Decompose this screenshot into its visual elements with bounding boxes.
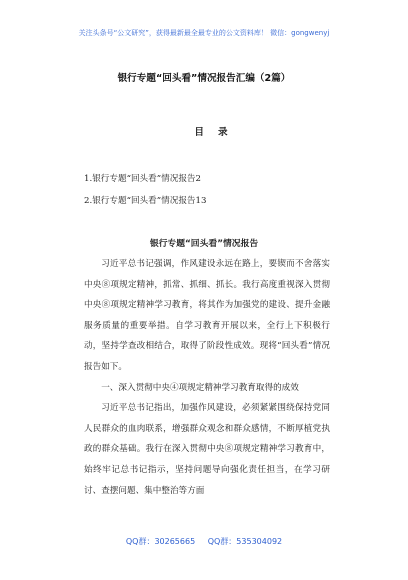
body-text [84,254,330,501]
footer-qq-group-2: QQ群：535304092 [207,537,283,546]
body-subheading: 一、深入贯彻中央④项规定精神学习教育取得的成效 [101,382,299,393]
header-promo-note: 关注头条号“公文研究”，获得最新最全最专业的公文资料库！ 微信：gongwenyj [78,29,330,37]
document-title: 银行专题“回头看”情况报告汇编（2篇） [117,73,291,84]
body-paragraph: 习近平总书记强调，作风建设永远在路上，要锲而不舍落实中央⑧项规定精神，抓常、抓细、抓长。我行高度重视深入贯彻中央⑧项规定精神学习教育，将其作为加强党的建设、提升金融服务质量的重要举措。自学习教育开展以来，全行上下积极行动，坚持学查改相结合，取得了阶段性成效。现将“回头看”情况报告如下。 [84,259,330,372]
footer-contact [0,536,408,547]
toc-item-1[interactable]: 1.银行专题“回头看”情况报告2 [84,174,201,184]
toc-item-2[interactable]: 2.银行专题“回头看”情况报告13 [84,196,207,206]
body-paragraph: 习近平总书记指出，加强作风建设，必须紧紧围绕保持党同人民群众的血肉联系，增强群众观念和群众感情，不断厚植党执政的群众基础。我行在深入贯彻中央⑧项规定精神学习教育中，始终牢记总书记指示，坚持问题导向强化责任担当，在学习研讨、查摆问题、集中整治等方面 [84,403,330,496]
footer-qq-group-1: QQ群：30265665 [125,537,196,546]
toc-heading: 目录 [194,127,242,138]
section-title: 银行专题“回头看”情况报告 [149,239,259,249]
